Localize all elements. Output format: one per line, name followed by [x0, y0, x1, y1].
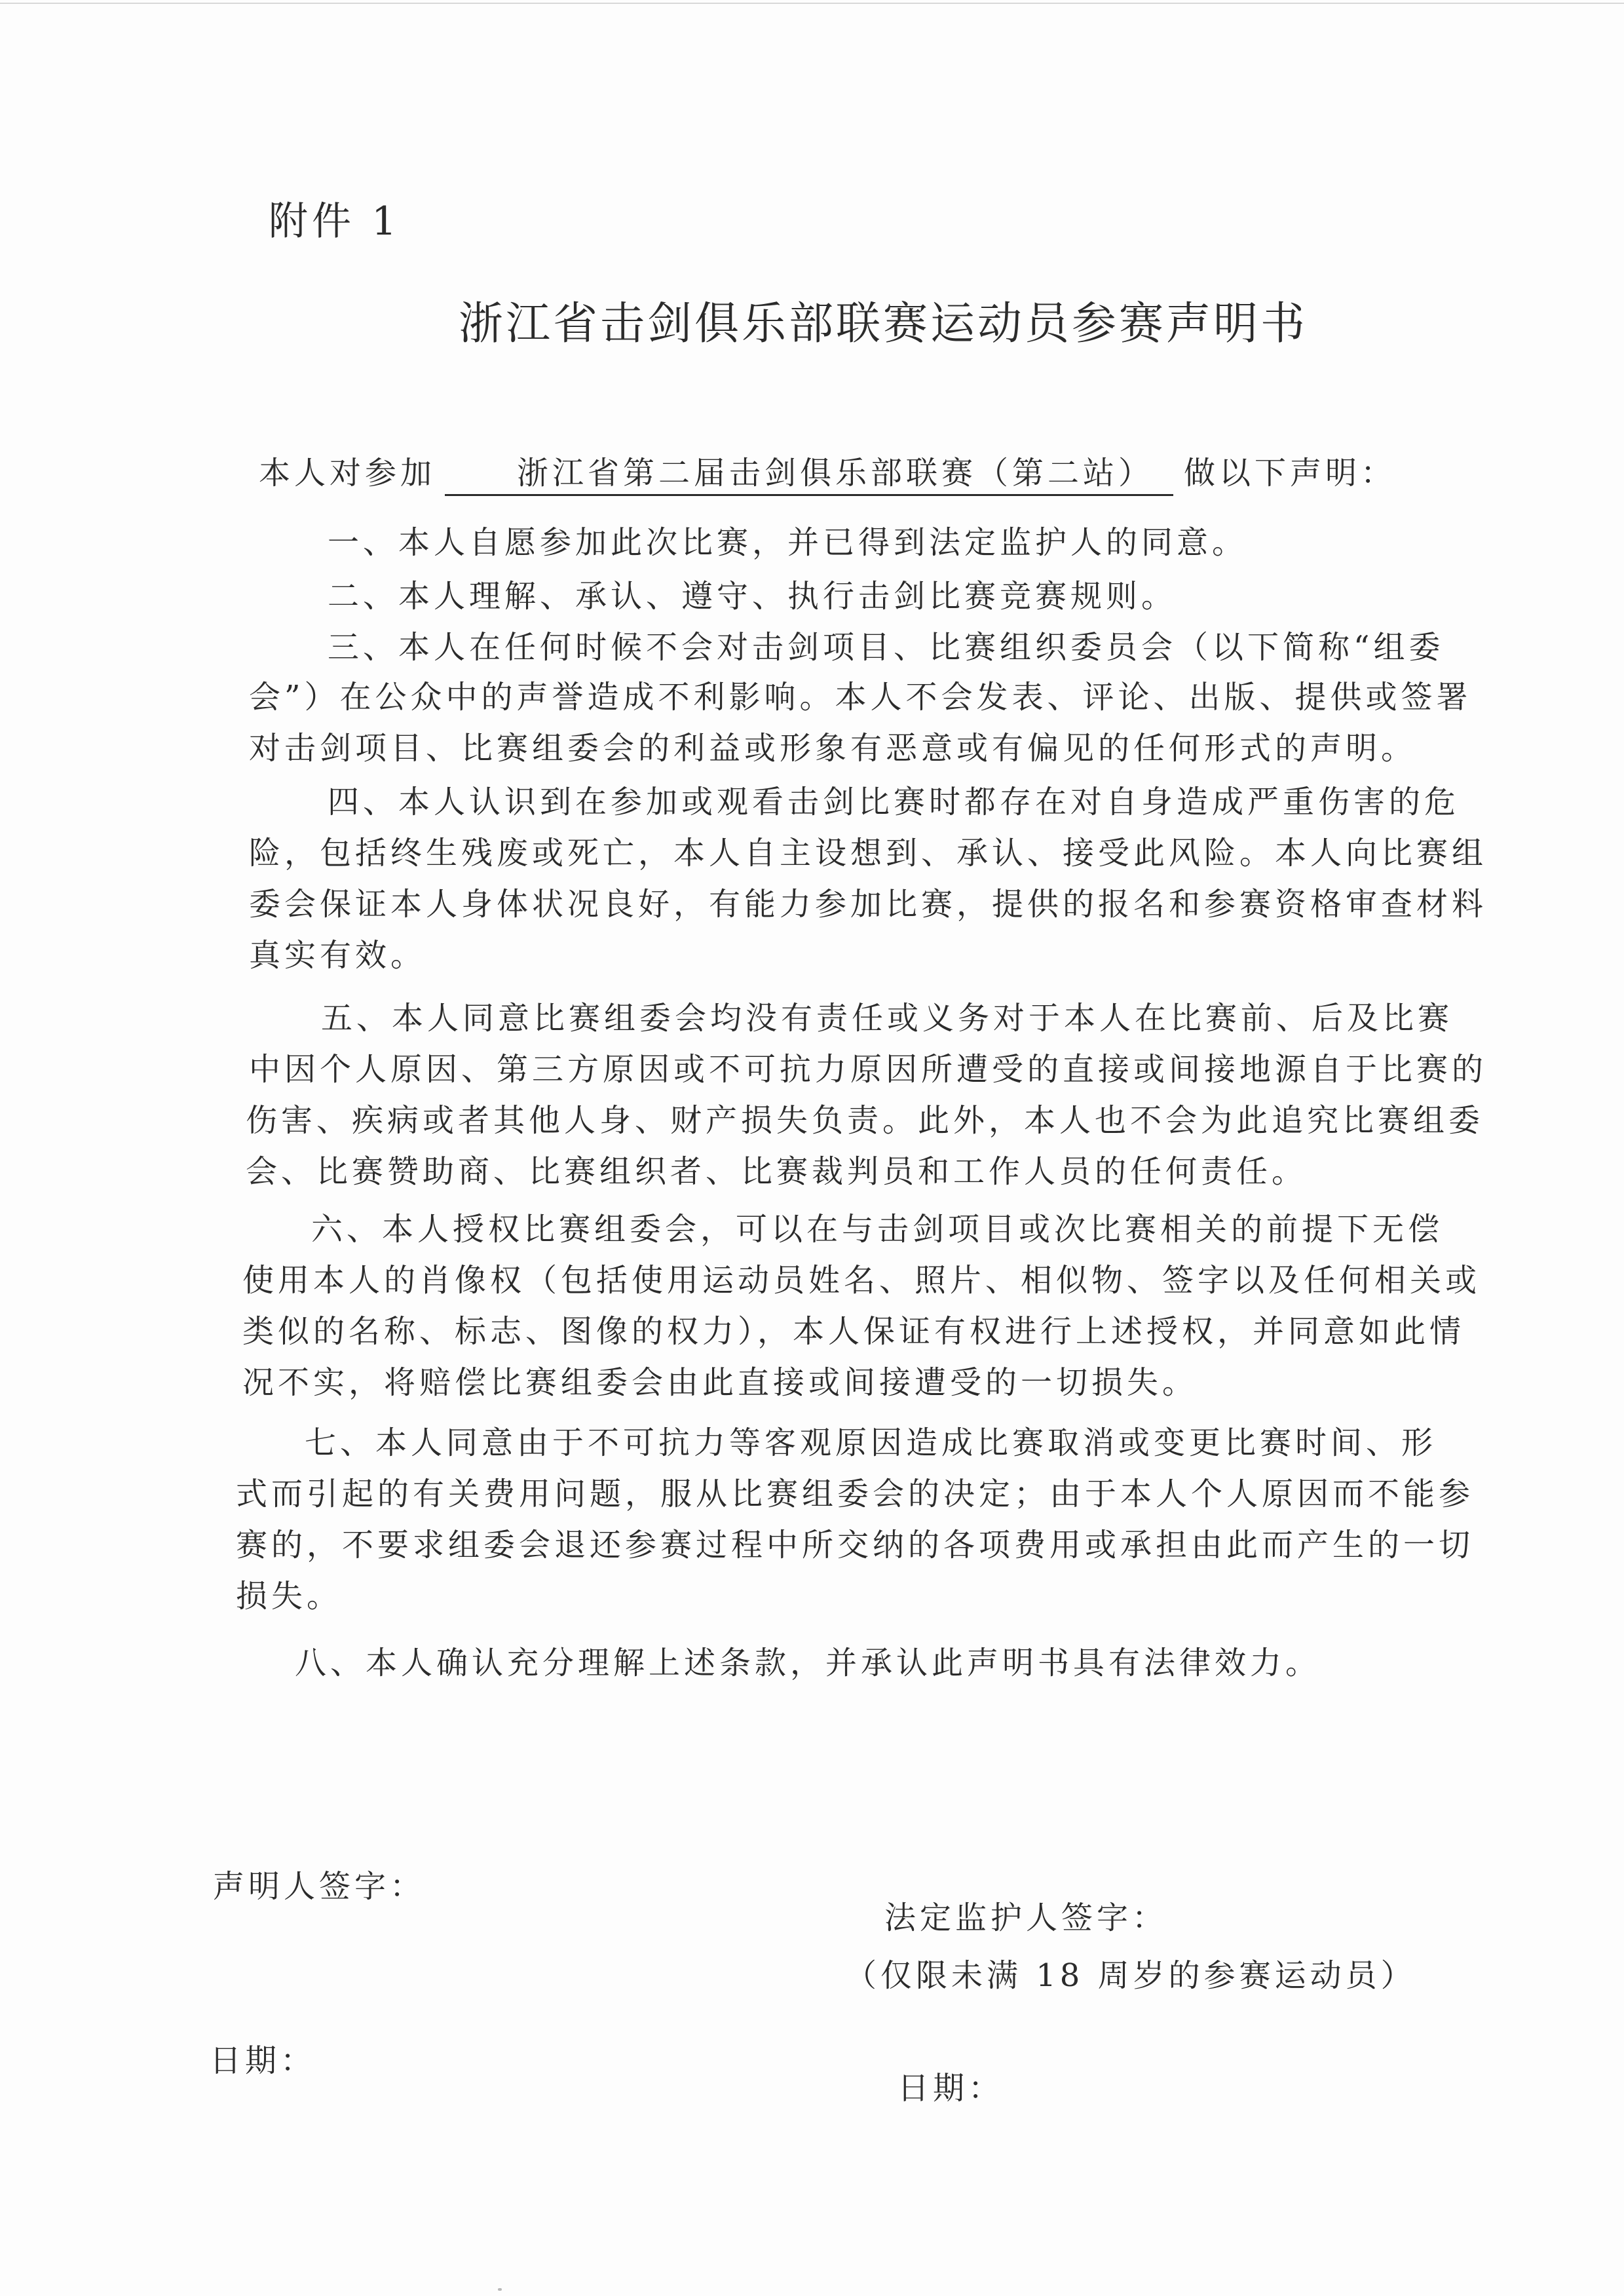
attachment-label: 附件 1	[269, 199, 401, 244]
clause-1: 一、本人自愿参加此次比赛，并已得到法定监护人的同意。	[328, 524, 1248, 561]
intro-line	[259, 453, 1396, 496]
clause-3-line-3: 对击剑项目、比赛组委会的利益或形象有恶意或有偏见的任何形式的声明。	[249, 730, 1417, 767]
intro-suffix: 做以下声明：	[1184, 455, 1397, 491]
clause-5-line-4: 会、比赛赞助商、比赛组织者、比赛裁判员和工作人员的任何责任。	[246, 1153, 1308, 1190]
clause-4-line-4: 真实有效。	[249, 937, 426, 974]
clause-4-line-1: 四、本人认识到在参加或观看击剑比赛时都存在对自身造成严重伤害的危	[328, 784, 1460, 820]
clause-6-line-1: 六、本人授权比赛组委会，可以在与击剑项目或次比赛相关的前提下无偿	[311, 1211, 1444, 1248]
clause-7-line-1: 七、本人同意由于不可抗力等客观原因造成比赛取消或变更比赛时间、形	[305, 1425, 1437, 1461]
guardian-date-label: 日期：	[897, 2070, 1004, 2107]
clause-6-line-4: 况不实，将赔偿比赛组委会由此直接或间接遭受的一切损失。	[242, 1364, 1198, 1401]
clause-3-line-1: 三、本人在任何时候不会对击剑项目、比赛组织委员会（以下简称“组委	[328, 629, 1445, 666]
clause-5-line-3: 伤害、疾病或者其他人身、财产损失负责。此外，本人也不会为此追究比赛组委	[246, 1102, 1484, 1139]
clause-5-line-2: 中因个人原因、第三方原因或不可抗力原因所遭受的直接或间接地源自于比赛的	[249, 1051, 1488, 1088]
scan-top-edge	[0, 3, 1624, 4]
guardian-signature-label: 法定监护人签字：	[884, 1900, 1168, 1936]
clause-5-line-1: 五、本人同意比赛组委会均没有责任或义务对于本人在比赛前、后及比赛	[321, 1000, 1454, 1037]
guardian-age-note: （仅限未满 18 周岁的参赛运动员）	[845, 1957, 1416, 1994]
clause-6-line-2: 使用本人的肖像权（包括使用运动员姓名、照片、相似物、签字以及任何相关或	[242, 1262, 1481, 1299]
event-name: 浙江省第二届击剑俱乐部联赛（第二站）	[445, 453, 1173, 496]
clause-4-line-2: 险，包括终生残废或死亡，本人自主设想到、承认、接受此风险。本人向比赛组	[249, 835, 1488, 871]
declarant-signature-label: 声明人签字：	[213, 1868, 426, 1905]
clause-3-line-2: 会”）在公众中的声誉造成不利影响。本人不会发表、评论、出版、提供或签署	[249, 679, 1472, 716]
clause-7-line-3: 赛的，不要求组委会退还参赛过程中所交纳的各项费用或承担由此而产生的一切	[236, 1527, 1475, 1563]
clause-2: 二、本人理解、承认、遵守、执行击剑比赛竞赛规则。	[328, 578, 1177, 615]
intro-prefix: 本人对参加	[259, 455, 436, 491]
document-title: 浙江省击剑俱乐部联赛运动员参赛声明书	[459, 298, 1308, 350]
scan-speck	[498, 2288, 502, 2291]
clause-7-line-2: 式而引起的有关费用问题，服从比赛组委会的决定；由于本人个人原因而不能参	[236, 1476, 1475, 1512]
clause-8: 八、本人确认充分理解上述条款，并承认此声明书具有法律效力。	[295, 1645, 1321, 1681]
declarant-date-label: 日期：	[210, 2042, 316, 2079]
clause-7-line-4: 损失。	[236, 1578, 343, 1615]
clause-6-line-3: 类似的名称、标志、图像的权力），本人保证有权进行上述授权，并同意如此情	[242, 1313, 1465, 1350]
clause-4-line-3: 委会保证本人身体状况良好，有能力参加比赛，提供的报名和参赛资格审查材料	[249, 886, 1488, 923]
